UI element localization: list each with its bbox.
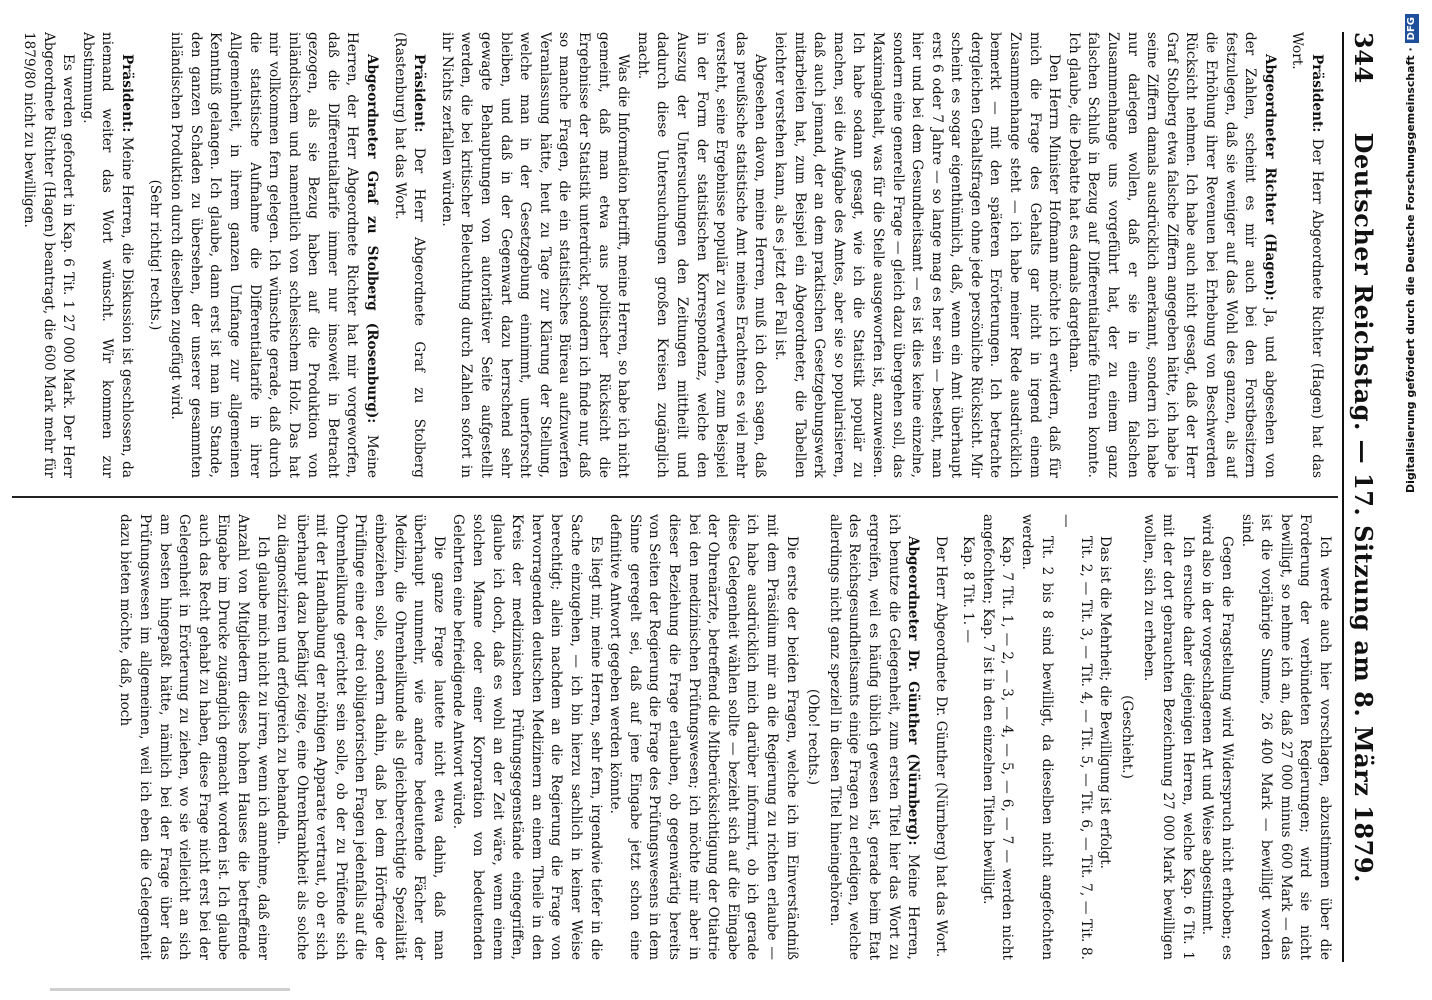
- page-header: [1342, 32, 1384, 962]
- paragraph: Ich glaube mich nicht zu irren, wenn ich annehme, daß einer Anzahl von Mitgliedern dieses hohen Hauses die betreffende Eingabe im Drucke zugänglich gemacht worden ist. Ich glaube auch das Recht gehabt zu haben, diese Frage nicht erst bei der Gelegenheit in Erörterung zu ziehen, wo sie vielleicht an sich am besten hingepaßt hätte, nämlich bei der Frage über das Prüfungswesen im allgemeinen, weil ich eben die Gelegenheit dazu bieten möchte, daß, noch: [117, 514, 271, 960]
- scan-artifact: [50, 988, 290, 991]
- dfg-logo: DFG: [1405, 14, 1419, 43]
- paragraph: Es werden gefordert in Kap. 6 Tit. 1 27 000 Mark. Der Herr Abgeordnete Richter (Hagen) beantragt, die 600 Mark mehr für 1879/80 nicht zu bewilligen.: [21, 32, 77, 478]
- paragraph: Tit. 2 bis 8 sind bewilligt, da dieselben nicht angefochten werden.: [1019, 514, 1055, 960]
- paragraph: Kap. 7 Tit. 1, — 2, — 3, — 4, — 5, — 6, — 7 — werden nicht angefochten; Kap. 7 ist in den einzelnen Titeln bewilligt.: [979, 514, 1016, 960]
- paragraph: Was die Information betrifft, meine Herren, so habe ich nicht gemeint, daß man etwa aus politischer Rücksicht die Ergebnisse der Statistik unterdrückt, sondern ich finde nur, daß so manche Fragen, die ein statistisches Büreau aufzuwerfen Veranlassung hätte, heut zu Tage zur Klärung der Stellung, welche man in der Gesetzgebung einnimmt, unerforscht bleiben, und daß in der Gegenwart dazu herrschend sehr gewagte Behauptungen von autoritativer Seite aufgestellt werden, die bei kritischer Beleuchtung durch Zahlen sofort in ihr Nichts zerfallen würden.: [438, 32, 632, 478]
- paragraph: Das ist die Mehrheit; die Bewilligung ist erfolgt.: [1097, 536, 1114, 869]
- paragraph: Der Herr Abgeordnete Dr. Günther (Nürnberg) hat das Wort.: [932, 536, 949, 958]
- paragraph: Abgeordneter Graf zu Stolberg (Rosenburg): Meine Herren, der Herr Abgeordnete Richter hat mir vorgeworfen, daß die Differentialtarife immer nur insoweit in Betracht gezogen, als sie Bezug haben auf die Produktion von inländischem und namentlich von schlesischem Holz. Das hat mir vollkommen fern gelegen. Ich wünschte gerade, daß durch die statistische Aufnahme die Differentialtarife in ihrer Allgemeinheit, in ihrem ganzen Umfange zur allgemeinen Kenntniß gelangen. Ich glaube, dann erst ist man im Stande, den ganzen Schaden zu übersehen, der unserer gesammten inländischen Produktion durch dieselben zugefügt wird.: [168, 32, 381, 478]
- column-divider: [12, 496, 1338, 498]
- paragraph: Kap. 8 Tit. 1. —: [960, 536, 977, 643]
- paragraph: (Geschieht.): [1119, 695, 1136, 779]
- paragraph: Gegen die Fragstellung wird Widerspruch nicht erhoben; es wird also in der vorgeschlagenen Art und Weise abgestimmt.: [1199, 514, 1236, 960]
- paragraph: Abgeordneter Dr. Günther (Nürnberg): Meine Herren, ich benutze die Gelegenheit, zum ersten Titel hier das Wort zu ergreifen, weil es häufig üblich gewesen ist, gerade beim Etat des Reichsgesundheitsamts einige Fragen zu erledigen, welche allerdings nicht ganz speziell in diesen Titel hineingehören.: [826, 514, 922, 960]
- paragraph: Die ganze Frage lautete nicht etwa dahin, daß man überhaupt nunmehr, wie andere bedeutende Fächer der Medizin, die Ohrenheilkunde als gleichberechtigte Spezialität einbeziehen solle, sondern dahin, daß bei dem Hörfrage der Prüflinge eine der drei obligatorischen Fragen jedenfalls auf die Ohrenheilkunde gerichtet sein solle, ob der zu Prüfende sich mit der Handhabung der nöthigen Apparate vertraut, ob er sich überhaupt dazu befähigt zeige, eine Ohrenkrankheit als solche zu diagnostiziren und erfolgreich zu behandeln.: [274, 514, 447, 960]
- paragraph: Abgesehen davon, meine Herren, muß ich doch sagen, daß das preußische statistische Amt meines Erachtens es viel mehr versteht, seine Ergebnisse populär zu verwerthen, zum Beispiel in der Form der statistischen Korrespondenz, welche den Auszug der Untersuchungen den Zeitungen mittheilt und dadurch diese Untersuchungen großen Kreisen zugänglich macht.: [634, 32, 769, 478]
- paragraph: Ich ersuche daher diejenigen Herren, welche Kap. 6 Tit. 1 mit der dort gebrauchten Bezeichnung 27 000 Mark bewilligen wollen, sich zu erheben.: [1140, 514, 1196, 960]
- paragraph: Präsident: Der Herr Abgeordnete Richter (Hagen) hat das Wort.: [1289, 32, 1325, 478]
- paragraph: Es liegt mir, meine Herren, sehr fern, irgendwie tiefer in die Sache einzugehen, — ich bin hierzu sachlich in keiner Weise berechtigt; allein nachdem an die Regierung die Frage von hervorragenden deutschen Medizinern an einem Theile in den Kreis der medizinischen Prüfungsgegenstände eingegriffen, glaube ich doch, daß es wohl an der Zeit wäre, wenn einem solchen Manne oder einer Korporation von bedeutenden Gelehrten eine befriedigende Antwort würde.: [450, 514, 604, 960]
- paragraph: Präsident: Meine Herren, die Diskussion ist geschlossen, da niemand weiter das Wort wünscht. Wir kommen zur Abstimmung.: [79, 32, 135, 478]
- paragraph: (Oho! rechts.): [805, 688, 822, 786]
- paragraph: Präsident: Der Herr Abgeordnete Graf zu Stolberg (Rastenburg) hat das Wort.: [391, 32, 428, 478]
- right-column: [10, 514, 1334, 960]
- digitization-note: [1396, 14, 1426, 986]
- left-column: [10, 32, 1334, 478]
- paragraph: (Sehr richtig! rechts.): [146, 179, 163, 331]
- paragraph: Tit. 2, — Tit. 3, — Tit. 4, — Tit. 5, — Tit. 6, — Tit. 7, — Tit. 8. —: [1058, 514, 1094, 960]
- document-page: [2, 14, 1392, 980]
- page-number: 344: [1349, 32, 1379, 84]
- paragraph: Die erste der beiden Fragen, welche ich im Einverständniß mit dem Präsidium mir an die Regierung zu richten erlaube — ich habe ausdrücklich mich darüber informirt, ob ich gerade diese Gelegenheit wählen sollte — bezieht sich auf die Eingabe der Ohrenärzte, betreffend die Mitberücksichtigung der Otiatrie bei den medizinischen Prüfungswesen; ich möchte mir aber in dieser Beziehung die Frage erlauben, ob gegenwärtig bereits von Seiten der Regierung die Frage des Prüfungswesens in dem Sinne geregelt sei, daß auf jene Eingabe jetzt schon eine definitive Antwort gegeben werden könnte.: [607, 514, 800, 960]
- paragraph: Abgeordneter Richter (Hagen): Ja, und abgesehen von der Zahlen, scheint es mir auch bei den Forstbesitzern festzulegen, daß sie weniger auf das Wohl des ganzen, als auf die Erhöhung ihrer Revenuen bei Erhebung von Beschwerden Rücksicht nehmen. Ich habe auch nicht gesagt, daß der Herr Graf Stolberg etwa falsche Ziffern angegeben hätte, ich habe ja seine Ziffern damals ausdrücklich anerkannt, sondern ich habe nur darlegen wollen, daß er sie in einem falschen Zusammenhange uns vorgeführt hat, der zu einem ganz falschen Schluß in Bezug auf Differentialtarife führen konnte. Ich glaube, die Debatte hat es damals dargethan.: [1065, 32, 1278, 478]
- paragraph: Den Herrn Minister Hofmann möchte ich erwidern, daß für mich die Frage des Gehalts gar nicht in irgend einem Zusammenhange steht — ich habe meiner Rede ausdrücklich bemerkt — mit den späteren Erörterungen. Ich betrachte dergleichen Gehaltsfragen ohne jede persönliche Rücksicht. Mir scheint es sogar eigenthümlich, daß, wenn ein Amt überhaupt erst 6 oder 7 Jahre — so lange mag es her sein — besteht, man hier und bei dem Gesundheitsamt — es ist dies keine einzelne, sondern eine generelle Frage — gleich dazu übergehen soll, das Maximalgehalt, was für die Stelle ausgeworfen ist, anzuweisen. Ich habe sodann gesagt, wie ich die Statistik populär zu machen, sei die Aufgabe des Amtes, aber sie so popularisieren, daß auch jemand, der an dem praktischen Gesetzgebungswerk mitarbeiten hat, zum Beispiel ein Abgeordneter, die Tabellen leichter verstehen kann, als es jetzt der Fall ist.: [771, 32, 1063, 478]
- page-title: Deutscher Reichstag. — 17. Sitzung am 8. März 1879.: [1349, 132, 1379, 883]
- digitization-note-text: Digitalisierung gefördert durch die Deutsche Forschungsgemeinschaft ·: [1404, 47, 1417, 494]
- paragraph: Ich werde auch hier vorschlagen, abzustimmen über die Forderung der verbündeten Regierungen; wird sie nicht bewilligt, so nehme ich an, daß 27 000 minus 600 Mark — das ist die vorjährige Summe, 26 400 Mark — bewilligt worden sind.: [1238, 514, 1333, 960]
